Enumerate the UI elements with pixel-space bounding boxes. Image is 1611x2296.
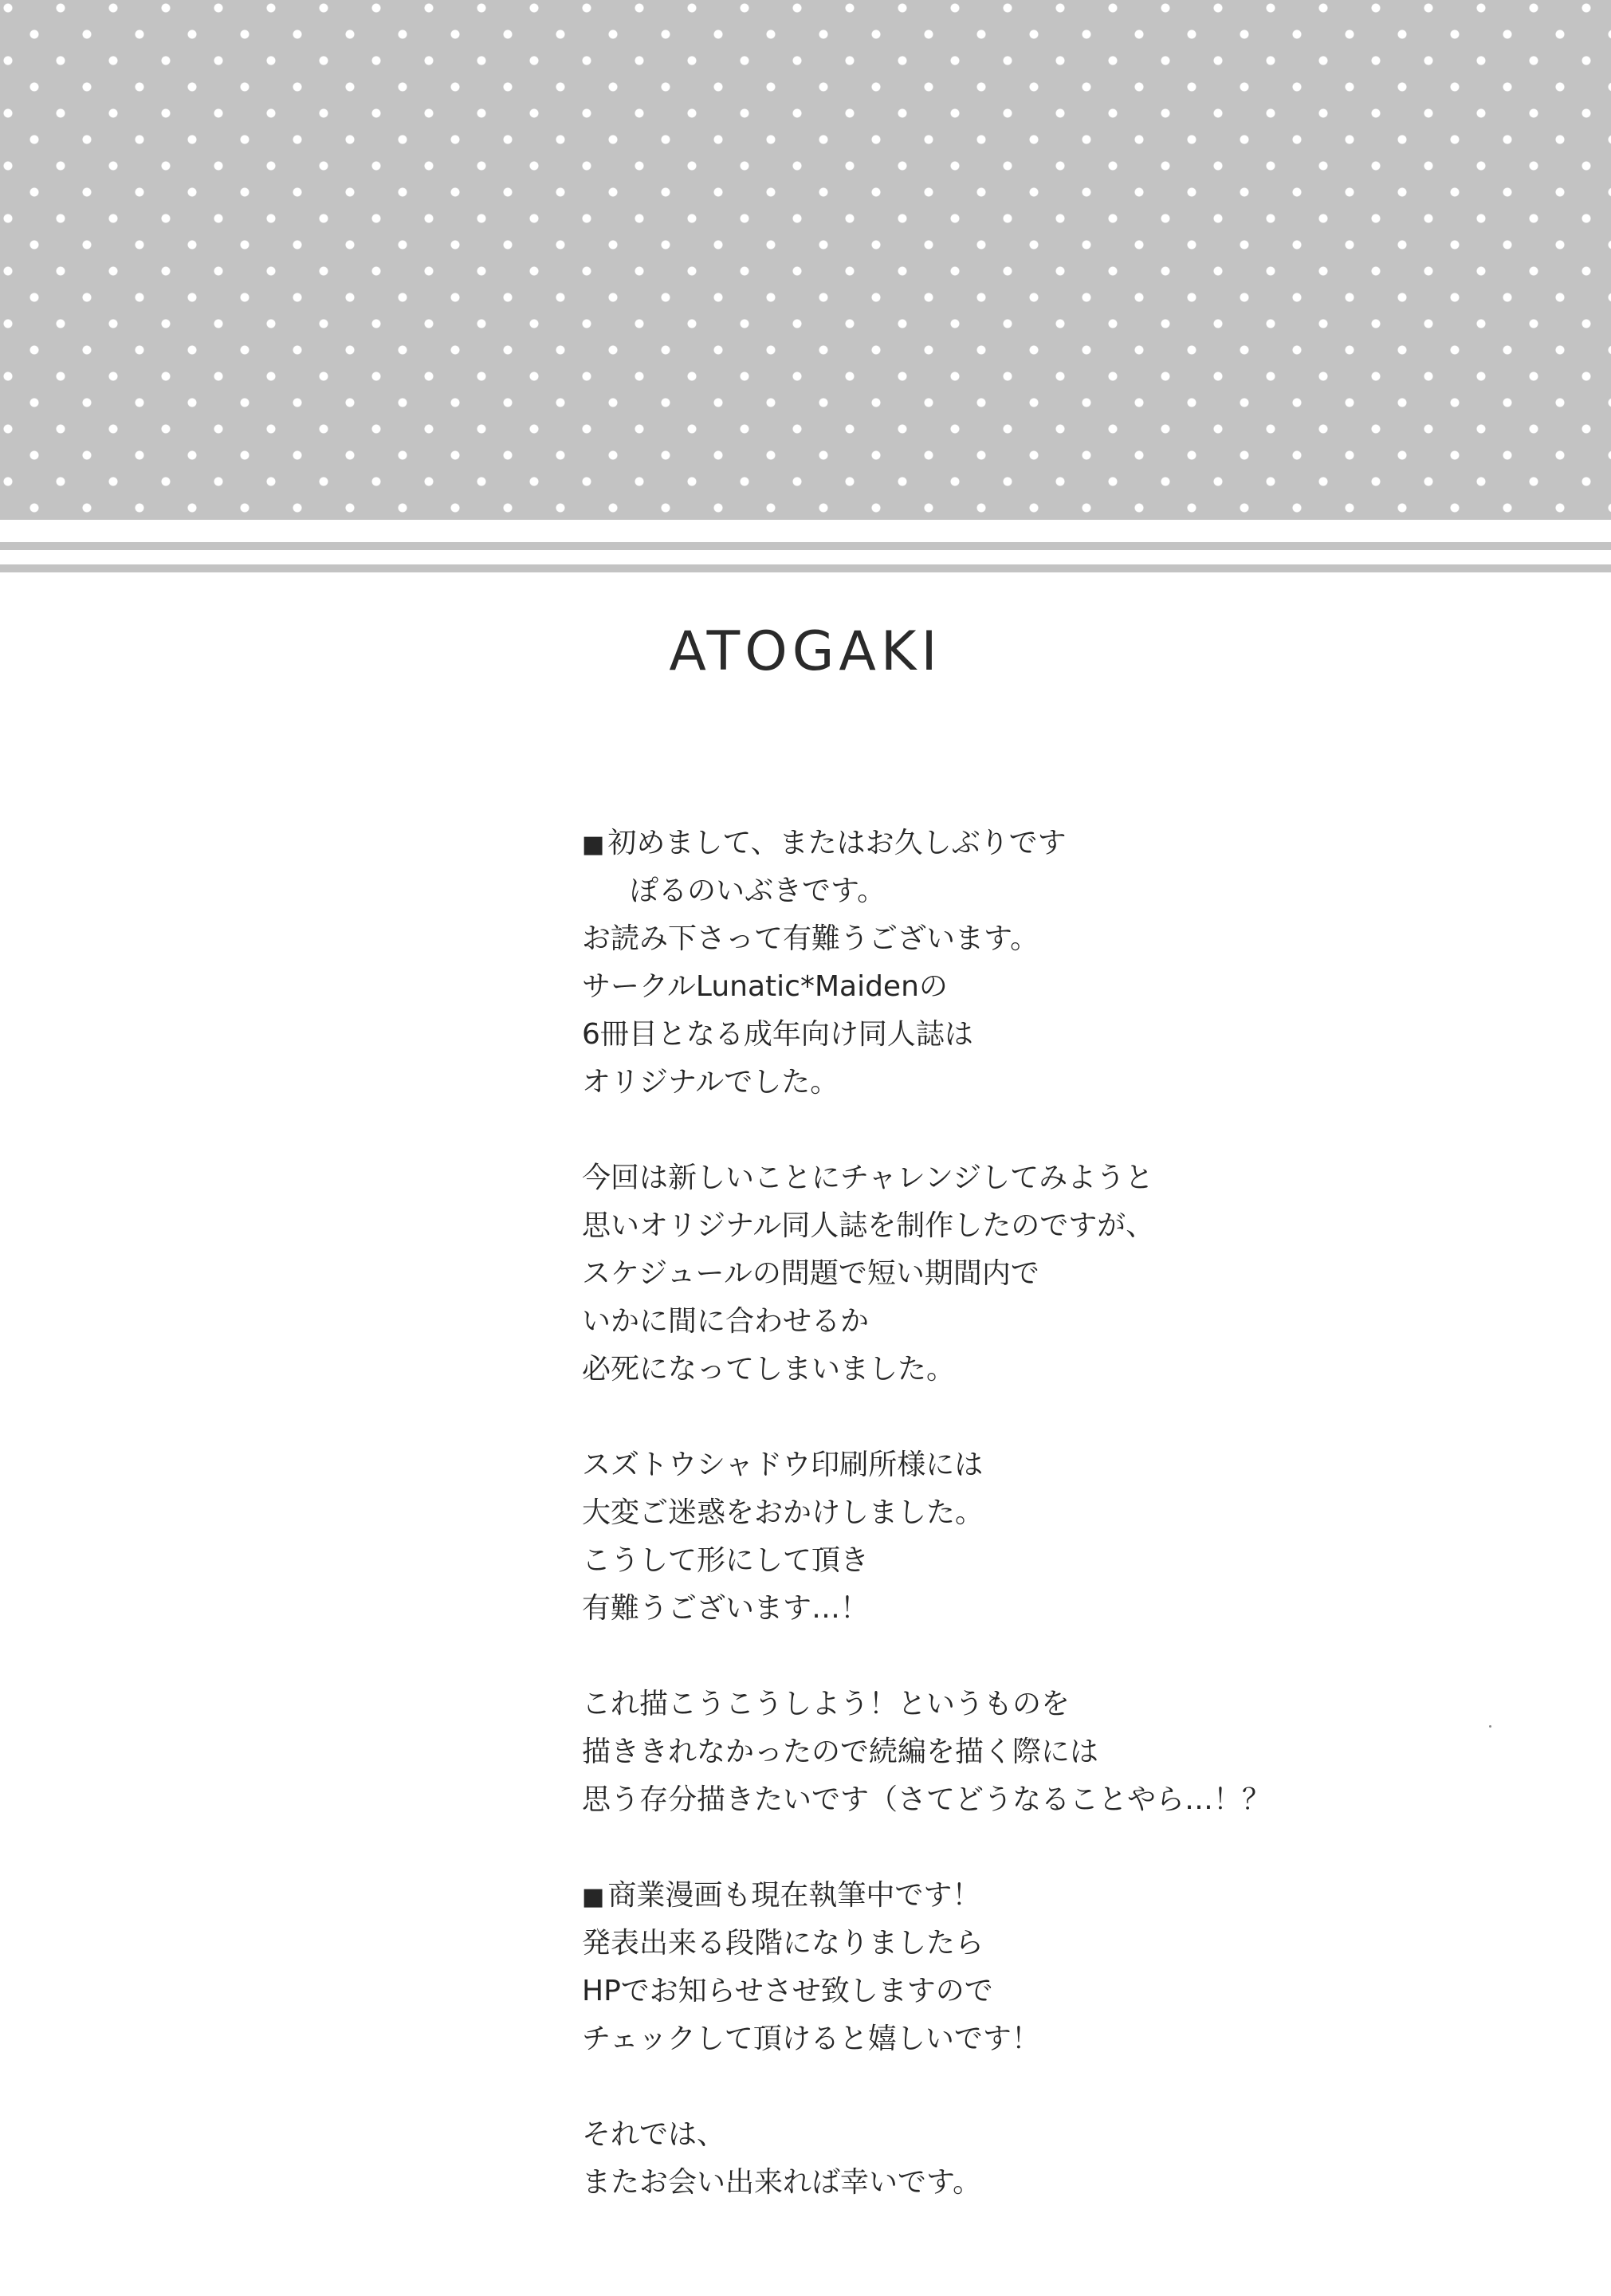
bullet-square-icon: ■ xyxy=(582,1883,605,1911)
text-line: 思う存分描きたいです（さてどうなることやら…！？ xyxy=(582,1783,1271,1816)
paragraph-challenge xyxy=(582,1154,1499,1394)
afterword-body xyxy=(582,820,1499,2207)
paragraph-sequel xyxy=(582,1681,1499,1824)
text-line: 必死になってしまいました。 xyxy=(582,1353,956,1386)
text-line: チェックして頂けると嬉しいです！ xyxy=(582,2023,1040,2055)
text-line: いかに間に合わせるか xyxy=(582,1305,870,1338)
text-line: 今回は新しいことにチャレンジしてみようと xyxy=(582,1162,1154,1194)
text-line: 描ききれなかったので続編を描く際には xyxy=(582,1736,1099,1768)
text-line: 思いオリジナル同人誌を制作したのですが、 xyxy=(582,1209,1155,1242)
text-line: ぽるのいぶきです。 xyxy=(630,875,886,907)
text-line: サークルLunatic*Maidenの xyxy=(582,970,948,1003)
print-speck xyxy=(1489,1725,1491,1728)
text-line: 有難うございます…！ xyxy=(582,1592,870,1625)
text-line: 6冊目となる成年向け同人誌は xyxy=(582,1018,973,1051)
page-title: ATOGAKI xyxy=(669,620,942,683)
text-line: HPでお知らせさせ致しますので xyxy=(582,1975,993,2007)
paragraph-closing xyxy=(582,2111,1499,2207)
header-divider-stripe-lower xyxy=(0,564,1611,572)
text-line: またお会い出来れば幸いです。 xyxy=(582,2166,982,2199)
text-line: 発表出来る段階になりましたら xyxy=(582,1927,984,1960)
bullet-square-icon: ■ xyxy=(582,831,605,859)
polka-dot-header-banner xyxy=(0,0,1611,520)
text-line: スケジュールの問題で短い期間内で xyxy=(582,1257,1039,1290)
text-line: 大変ご迷惑をおかけしました。 xyxy=(582,1496,984,1529)
paragraph-greeting xyxy=(582,820,1499,1107)
text-line: こうして形にして頂き xyxy=(582,1544,870,1577)
text-line: それでは、 xyxy=(582,2118,726,2151)
paragraph-thanks-printer xyxy=(582,1441,1499,1633)
text-line: ■ 商業漫画も現在執筆中です！ xyxy=(582,1879,981,1912)
paragraph-commercial-manga xyxy=(582,1872,1499,2063)
text-line: オリジナルでした。 xyxy=(582,1066,839,1099)
text-line: お読み下さって有難うございます。 xyxy=(582,922,1039,955)
text-line: これ描こうこうしよう！というものを xyxy=(582,1688,1071,1720)
text-line: ■ 初めまして、またはお久しぶりです xyxy=(582,827,1067,859)
text-line: スズトウシャドウ印刷所様には xyxy=(582,1449,984,1481)
header-divider-stripe-upper xyxy=(0,542,1611,550)
